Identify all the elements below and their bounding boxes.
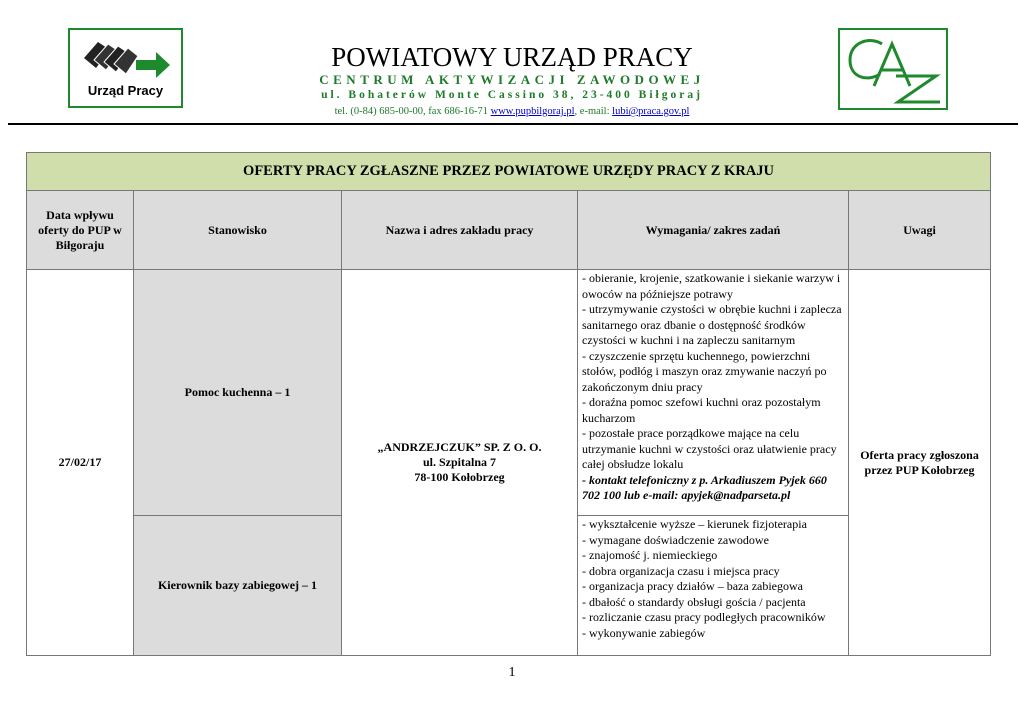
logo-caption: Urząd Pracy [87, 83, 164, 98]
employer-name: „ANDRZEJCZUK” SP. Z O. O. [377, 440, 542, 454]
offer-position: Kierownik bazy zabiegowej – 1 [134, 516, 342, 656]
offer-date: 27/02/17 [27, 270, 134, 656]
office-address: ul. Bohaterów Monte Cassino 38, 23-400 Biłgoraj [321, 89, 703, 101]
requirement-item: - wykonywanie zabiegów [582, 625, 706, 640]
table-title: OFERTY PRACY ZGŁASZNE PRZEZ POWIATOWE URZĘDY PRACY Z KRAJU [27, 153, 991, 191]
requirement-item: - dobra organizacja czasu i miejsca pracy [582, 563, 780, 578]
requirement-item: - wykształcenie wyższe – kierunek fizjoterapia [582, 517, 807, 531]
caz-logo-icon [840, 30, 946, 108]
email-prefix: , e-mail: [574, 106, 613, 117]
employer-cell [342, 270, 578, 656]
offer-requirements [578, 270, 849, 516]
office-title: POWIATOWY URZĄD PRACY [331, 42, 693, 72]
email-link[interactable]: lubi@praca.gov.pl [612, 106, 690, 117]
col-header-notes: Uwagi [849, 191, 991, 270]
col-header-requirements: Wymagania/ zakres zadań [578, 191, 849, 270]
requirement-item: - czyszczenie sprzętu kuchennego, powierzchni stołów, podłóg i maszyn oraz zmywanie naczyń po zakończonym dniu pracy [582, 348, 827, 394]
requirement-item: - dbałość o standardy obsługi gościa / pacjenta [582, 594, 806, 609]
page-number: 1 [508, 665, 516, 680]
employer-city: 78-100 Kołobrzeg [414, 470, 505, 484]
offer-position: Pomoc kuchenna – 1 [134, 270, 342, 516]
contact-info: - kontakt telefoniczny z p. Arkadiuszem Pyjek 660 702 100 lub e-mail: apyjek@nadparseta.pl [582, 472, 827, 502]
tel-fax: tel. (0-84) 685-00-00, fax 686-16-71 [334, 106, 491, 117]
website-link[interactable]: www.pupbilgoraj.pl [490, 106, 575, 117]
requirement-item: - obieranie, krojenie, szatkowanie i siekanie warzyw i owoców na późniejsze potrawy [582, 271, 841, 301]
col-header-position: Stanowisko [134, 191, 342, 270]
requirement-item: - organizacja pracy działów – baza zabiegowa [582, 579, 803, 593]
col-header-employer: Nazwa i adres zakładu pracy [342, 191, 578, 270]
offer-requirements [578, 516, 849, 656]
job-offers-table [26, 152, 991, 656]
requirement-item: - rozliczanie czasu pracy podległych pracowników [582, 610, 826, 624]
employer-street: ul. Szpitalna 7 [422, 455, 497, 469]
requirement-item: - znajomość j. niemieckiego [582, 548, 718, 562]
table-row [27, 270, 991, 516]
urzad-pracy-logo [68, 28, 183, 108]
requirement-item: - pozostałe prace porządkowe mające na celu utrzymanie kuchni w czystości oraz ułatwienie pracy całej obsłudze lokalu [582, 426, 837, 471]
office-contact [200, 106, 824, 117]
requirement-item: - wymagane doświadczenie zawodowe [582, 532, 769, 547]
offer-notes: Oferta pracy zgłoszona przez PUP Kołobrzeg [849, 270, 991, 656]
requirement-item: - doraźna pomoc szefowi kuchni oraz pozostałym kucharzom [582, 395, 821, 425]
header-divider [8, 123, 1018, 125]
caz-logo [838, 28, 948, 110]
office-subtitle: CENTRUM AKTYWIZACJI ZAWODOWEJ [319, 72, 705, 87]
requirement-item: - utrzymywanie czystości w obrębie kuchni i zaplecza sanitarnego oraz dbanie o dostępność środków czystości w kuchni i na zapleczu sanitarnym [582, 302, 842, 347]
col-header-date: Data wpływu oferty do PUP w Biłgoraju [27, 191, 134, 270]
cards-arrow-icon [80, 38, 172, 80]
